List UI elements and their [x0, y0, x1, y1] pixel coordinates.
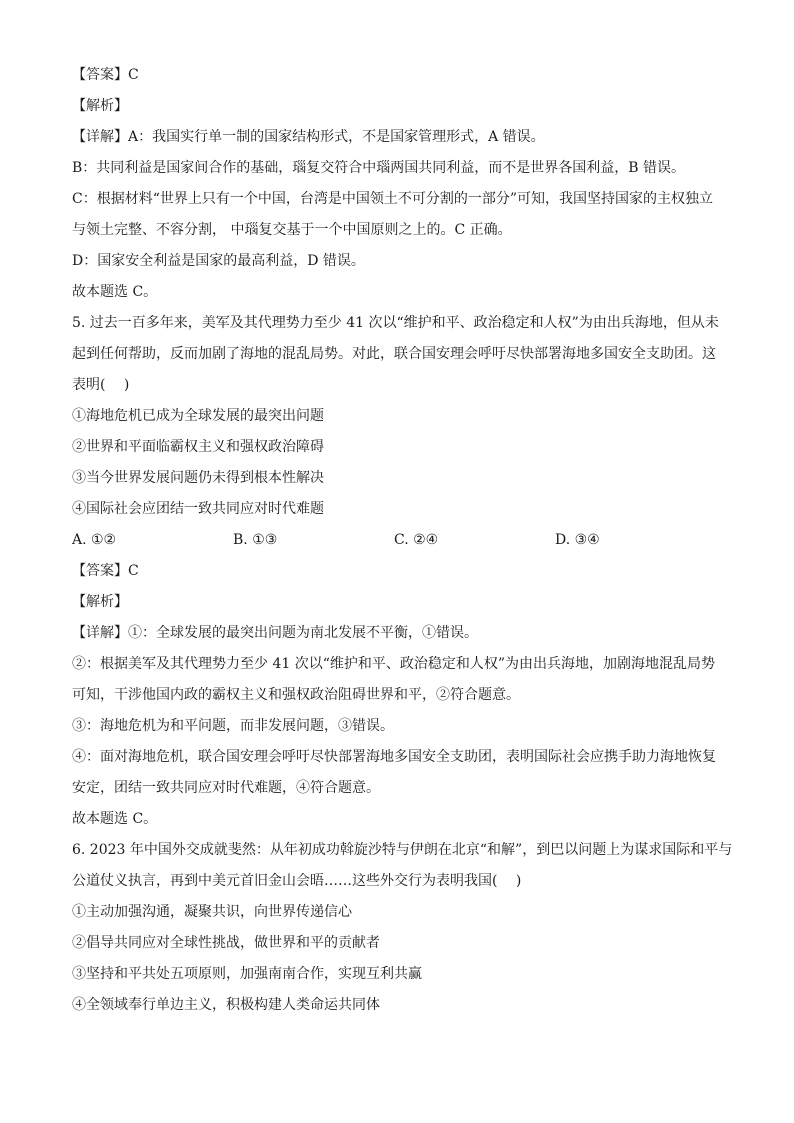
- text-line: B：共同利益是国家间合作的基础，瑙复交符合中瑙两国共同利益，而不是世界各国利益，B 错误。: [72, 160, 686, 176]
- text-line: 可知，干涉他国内政的霸权主义和强权政治阻碍世界和平，②符合题意。: [72, 687, 520, 703]
- text-line: 公道仗义执言，再到中美元首旧金山会晤……这些外交行为表明我国( ): [72, 873, 522, 889]
- text-line: 故本题选 C。: [72, 811, 158, 827]
- text-line: 【解析】: [72, 594, 128, 610]
- text-line: ②：根据美军及其代理势力至少 41 次以“维护和平、政治稳定和人权”为由出兵海地，加剧海地混乱局势: [72, 656, 716, 672]
- text-line: 起到任何帮助，反而加剧了海地的混乱局势。对此，联合国安理会呼吁尽快部署海地多国安全支助团。这: [72, 346, 716, 362]
- text-line: ①主动加强沟通，凝聚共识，向世界传递信心: [72, 904, 352, 920]
- text-line: 5. 过去一百多年来，美军及其代理势力至少 41 次以“维护和平、政治稳定和人权”为由出兵海地，但从未: [72, 315, 719, 331]
- text-line: ②倡导共同应对全球性挑战，做世界和平的贡献者: [72, 935, 380, 951]
- text-line: 【解析】: [72, 98, 128, 114]
- text-line: 【答案】C: [72, 67, 139, 83]
- option-c: C. ②④: [394, 532, 439, 548]
- text-line: ②世界和平面临霸权主义和强权政治障碍: [72, 439, 324, 455]
- text-line: ③坚持和平共处五项原则，加强南南合作，实现互利共赢: [72, 966, 422, 982]
- text-line: ④全领域奉行单边主义，积极构建人类命运共同体: [72, 997, 380, 1013]
- text-line: 安定，团结一致共同应对时代难题，④符合题意。: [72, 780, 380, 796]
- option-d: D. ③④: [555, 532, 600, 548]
- text-line: 【详解】A：我国实行单一制的国家结构形式，不是国家管理形式，A 错误。: [72, 129, 545, 145]
- text-line: 与领土完整、不容分割， 中瑙复交基于一个中国原则之上的。C 正确。: [72, 222, 512, 238]
- text-line: 故本题选 C。: [72, 284, 158, 300]
- answer-options: [72, 530, 732, 550]
- text-line: 6. 2023 年中国外交成就斐然：从年初成功斡旋沙特与伊朗在北京“和解”，到巴以问题上为谋求国际和平与: [72, 842, 733, 858]
- text-line: ①海地危机已成为全球发展的最突出问题: [72, 408, 324, 424]
- text-line: ④：面对海地危机，联合国安理会呼吁尽快部署海地多国安全支助团，表明国际社会应携手助力海地恢复: [72, 749, 716, 765]
- option-a: A. ①②: [72, 532, 117, 548]
- text-line: C：根据材料“世界上只有一个中国，台湾是中国领土不可分割的一部分”可知，我国坚持国家的主权独立: [72, 191, 714, 207]
- text-line: 【详解】①：全球发展的最突出问题为南北发展不平衡，①错误。: [72, 625, 478, 641]
- option-b: B. ①③: [233, 532, 278, 548]
- text-line: ④国际社会应团结一致共同应对时代难题: [72, 501, 324, 517]
- text-line: ③当今世界发展问题仍未得到根本性解决: [72, 470, 324, 486]
- text-line: D：国家安全利益是国家的最高利益，D 错误。: [72, 253, 365, 269]
- text-line: 表明( ): [72, 377, 130, 393]
- text-line: ③：海地危机为和平问题，而非发展问题，③错误。: [72, 718, 394, 734]
- text-line: 【答案】C: [72, 563, 139, 579]
